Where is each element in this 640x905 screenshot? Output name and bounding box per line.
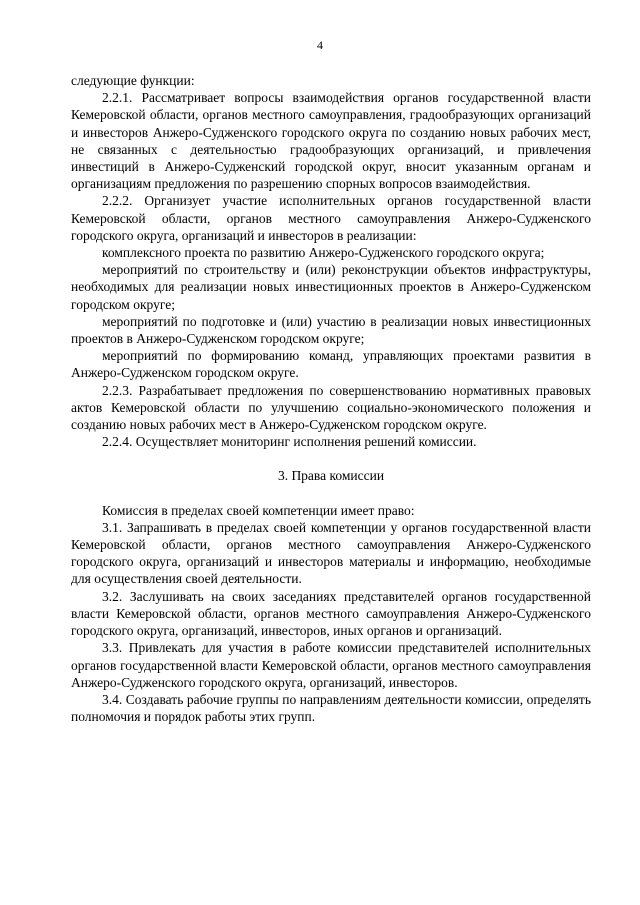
document-body <box>71 72 591 725</box>
paragraph-functions-intro: следующие функции: <box>71 73 195 88</box>
paragraph-2-2-2: 2.2.2. Организует участие исполнительных органов государственной власти Кемеровской области, органов местного самоуправления Анжеро-Судженского городского округа, организаций и инвесторов в реализации: <box>71 193 591 243</box>
list-item-project-teams: мероприятий по формированию команд, управляющих проектами развития в Анжеро-Судженском городском округе. <box>71 348 591 381</box>
paragraph-3-3: 3.3. Привлекать для участия в работе комиссии представителей исполнительных органов государственной власти Кемеровской области, органов местного самоуправления Анжеро-Судженского городского округа, организаций, инвесторов. <box>71 640 591 690</box>
paragraph-rights-intro: Комиссия в пределах своей компетенции имеет право: <box>102 502 415 518</box>
paragraph-3-2: 3.2. Заслушивать на своих заседаниях представителей органов государственной власти Кемеровской области, органов местного самоуправления Анжеро-Судженского городского округа, организаций, инвесторов, иных органов и организаций. <box>71 588 591 639</box>
paragraph-3-4: 3.4. Создавать рабочие группы по направлениям деятельности комиссии, определять полномочия и порядок работы этих групп. <box>71 691 591 725</box>
paragraph-2-2-3: 2.2.3. Разрабатывает предложения по совершенствованию нормативных правовых актов Кемеровской области по улучшению социально-экономического положения и созданию новых рабочих мест в Анжеро-Судженском городском округе. <box>71 382 591 433</box>
section-3-heading: 3. Права комиссии <box>277 468 385 484</box>
paragraph-3-1: 3.1. Запрашивать в пределах своей компетенции у органов государственной власти Кемеровской области, органов местного самоуправления Анжеро-Судженского городского округа, организаций и инвесторов материалы и информацию, необходимые для осуществления своей деятельности. <box>71 519 591 587</box>
paragraph-2-2-4: 2.2.4. Осуществляет мониторинг исполнения решений комиссии. <box>102 434 477 450</box>
page-number: 4 <box>317 38 323 52</box>
list-item-infrastructure: мероприятий по строительству и (или) реконструкции объектов инфраструктуры, необходимых для реализации новых инвестиционных проектов в Анжеро-Судженском городском округе; <box>71 262 591 312</box>
paragraph-2-2-1: 2.2.1. Рассматривает вопросы взаимодействия органов государственной власти Кемеровской области, органов местного самоуправления, градообразующих организаций и инвесторов Анжеро-Судженского городского округа по созданию новых рабочих мест, не связанных с деятельностью градообразующих организаций, и привлечения инвестиций в Анжеро-Судженский городской округ, вносит указанным органам и организациям предложения по разрешению спорных вопросов взаимодействия. <box>71 90 591 192</box>
list-item-complex-project: комплексного проекта по развитию Анжеро-Судженского городского округа; <box>102 245 545 261</box>
list-item-investment-projects: мероприятий по подготовке и (или) участию в реализации новых инвестиционных проектов в Анжеро-Судженском городском округе; <box>71 313 591 347</box>
